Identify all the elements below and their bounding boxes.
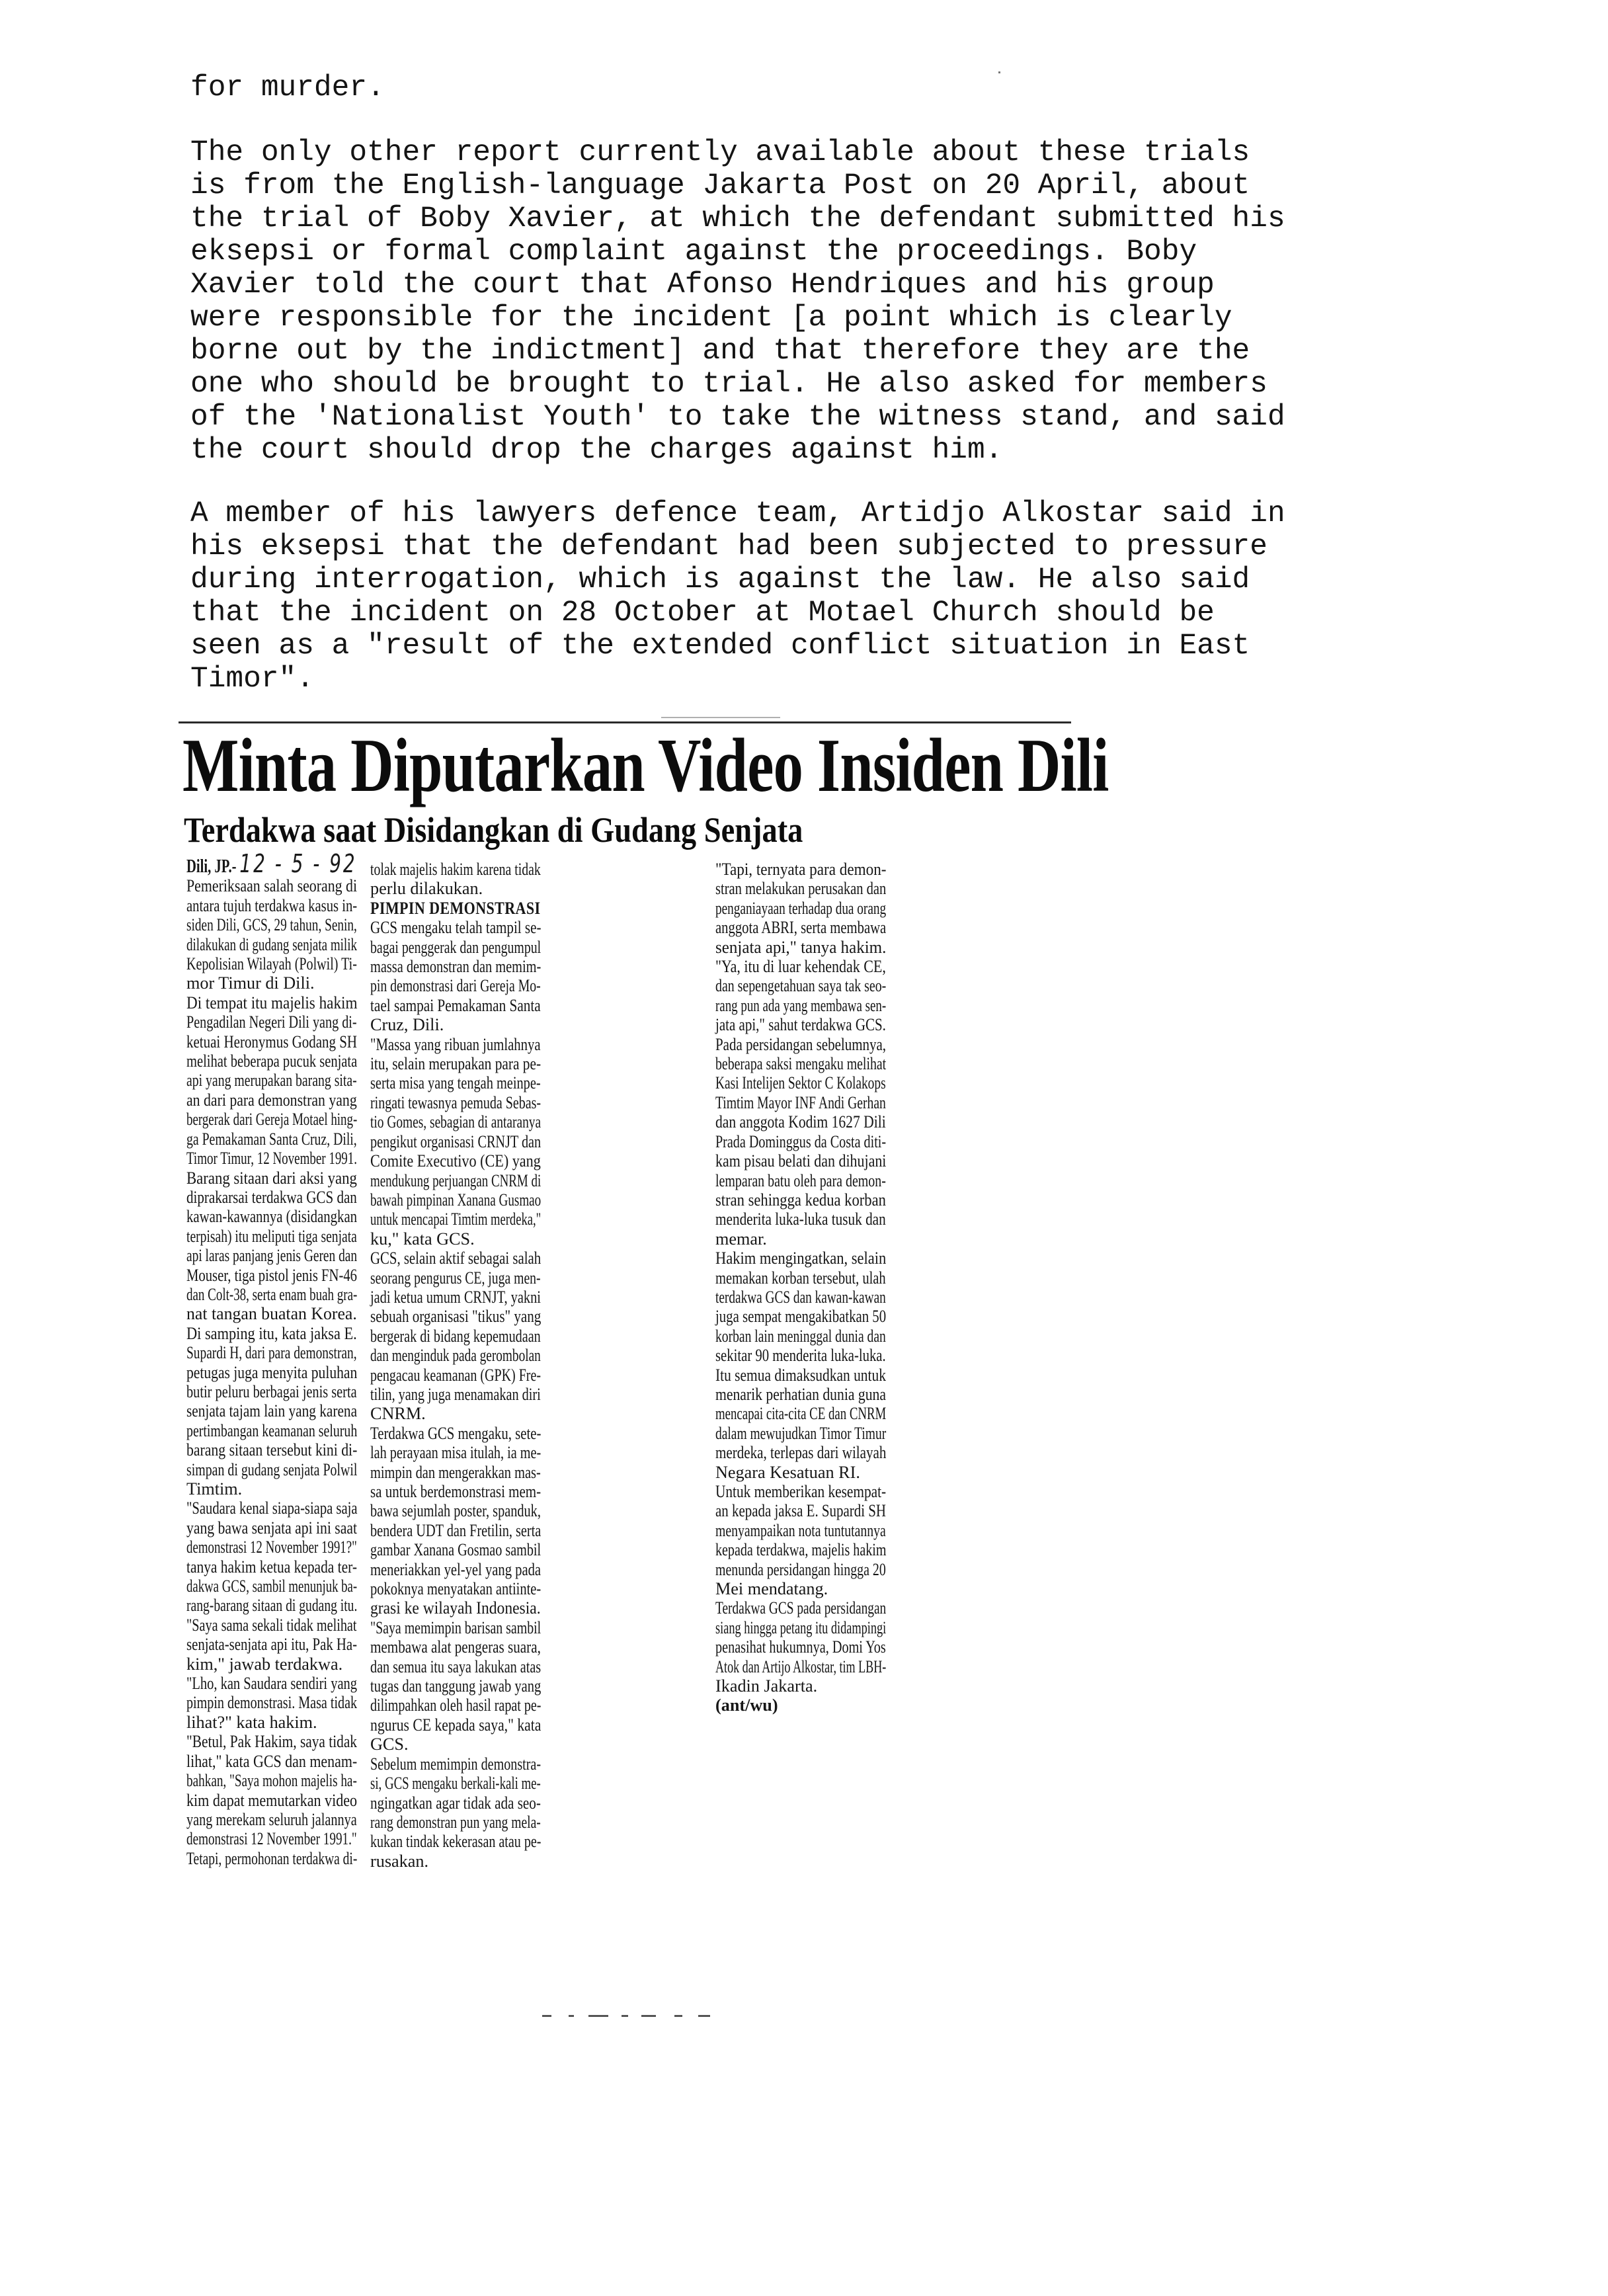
column-2-line: membawa alat pengeras suara, bbox=[370, 1637, 541, 1657]
credit-line bbox=[715, 1696, 886, 1715]
column-2-line: mimpin dan mengerakkan mas- bbox=[370, 1462, 541, 1482]
column-1-line: nat tangan buatan Korea. bbox=[186, 1304, 357, 1324]
column-3-line: Pada persidangan sebelumnya, bbox=[715, 1034, 887, 1054]
column-1-line: rang-barang sitaan di gudang itu. bbox=[186, 1596, 358, 1616]
typed-line: that the incident on 28 October at Motael Church should be bbox=[190, 596, 1215, 630]
column-3-line: menderita luka-luka tusuk dan bbox=[715, 1210, 886, 1229]
column-1-line: petugas juga menyita puluhan bbox=[186, 1362, 358, 1382]
column-1-line: tanya hakim ketua kepada ter- bbox=[186, 1557, 358, 1577]
column-3-line: memakan korban tersebut, ulah bbox=[715, 1268, 886, 1288]
typed-line: of the 'Nationalist Youth' to take the witness stand, and said bbox=[190, 401, 1285, 434]
wire-credit: (ant/wu) bbox=[715, 1696, 778, 1715]
typed-line: one who should be brought to trial. He also asked for members bbox=[190, 368, 1267, 401]
typed-line: The only other report currently available about these trials bbox=[190, 136, 1250, 169]
column-3-line: Terdakwa GCS pada persidangan bbox=[715, 1598, 887, 1618]
column-1-line: an dari para demonstran yang bbox=[186, 1090, 357, 1110]
column-2-line: grasi ke wilayah Indonesia. bbox=[370, 1598, 541, 1618]
column-2-line: "Massa yang ribuan jumlahnya bbox=[370, 1034, 541, 1054]
column-2-line: bendera UDT dan Fretilin, serta bbox=[370, 1520, 542, 1540]
column-3-line: Hakim mengingatkan, selain bbox=[715, 1249, 887, 1268]
column-2-line: GCS mengaku telah tampil se- bbox=[370, 918, 542, 938]
column-1-line: kawan-kawannya (disidangkan bbox=[186, 1207, 358, 1227]
column-1-line: melihat beberapa pucuk senjata bbox=[186, 1051, 358, 1071]
column-1-line: Pemeriksaan salah seorang di bbox=[186, 876, 358, 896]
column-1-line: api laras panjang jenis Geren dan bbox=[186, 1246, 358, 1266]
column-1-line: "Lho, kan Saudara sendiri yang bbox=[186, 1674, 358, 1694]
column-1-line: barang sitaan tersebut kini di- bbox=[186, 1440, 358, 1460]
column-2-line: pengacau keamanan (GPK) Fre- bbox=[370, 1365, 541, 1385]
column-1-line: "Saudara kenal siapa-siapa saja bbox=[186, 1498, 358, 1518]
column-2-line: ngingatkan agar tidak ada seo- bbox=[370, 1793, 541, 1813]
column-3-line: siang hingga petang itu didampingi bbox=[715, 1618, 887, 1637]
column-2-line: sebuah organisasi "tikus" yang bbox=[370, 1307, 542, 1327]
column-3-line: korban lain meninggal dunia dan bbox=[715, 1326, 886, 1346]
column-3-line: "Tapi, ternyata para demon- bbox=[715, 860, 887, 879]
typed-line: A member of his lawyers defence team, Artidjo Alkostar said in bbox=[190, 497, 1285, 530]
article-column-1 bbox=[186, 849, 358, 1868]
column-3-line: senjata api," tanya hakim. bbox=[715, 937, 887, 957]
column-3-line: merdeka, terlepas dari wilayah bbox=[715, 1443, 887, 1463]
column-1-line: simpan di gudang senjata Polwil bbox=[186, 1459, 358, 1479]
column-3-line: Itu semua dimaksudkan untuk bbox=[715, 1365, 886, 1385]
column-2-line: CNRM. bbox=[370, 1404, 426, 1424]
column-1-line: bergerak dari Gereja Motael hing- bbox=[186, 1110, 358, 1129]
column-1-line: butir peluru berbagai jenis serta bbox=[186, 1381, 357, 1401]
column-1-line: yang bawa senjata api ini saat bbox=[186, 1518, 357, 1538]
column-1-line: Mouser, tiga pistol jenis FN-46 bbox=[186, 1265, 358, 1285]
column-2-line: rang demonstran pun yang mela- bbox=[370, 1812, 541, 1832]
column-2-line: tolak majelis hakim karena tidak bbox=[370, 860, 541, 879]
typed-line: is from the English-language Jakarta Post on 20 April, about bbox=[190, 169, 1250, 202]
column-1-line: Kepolisian Wilayah (Polwil) Ti- bbox=[186, 954, 357, 974]
column-3-line: stran sehingga kedua korban bbox=[715, 1190, 886, 1210]
column-3-line: "Ya, itu di luar kehendak CE, bbox=[715, 957, 886, 977]
column-2-line: bergerak di bidang kepemudaan bbox=[370, 1326, 541, 1346]
column-2-line: tio Gomes, sebagian di antaranya bbox=[370, 1112, 542, 1132]
column-1-line: demonstrasi 12 November 1991." bbox=[186, 1829, 357, 1849]
column-3-line: an kepada jaksa E. Supardi SH bbox=[715, 1501, 887, 1521]
column-2-line: Terdakwa GCS mengaku, sete- bbox=[370, 1423, 542, 1443]
typed-paragraph-1 bbox=[190, 136, 1394, 467]
column-2-line: pin demonstrasi dari Gereja Mo- bbox=[370, 976, 541, 996]
typed-paragraph-2 bbox=[190, 497, 1394, 696]
column-2-line: ngurus CE kepada saya," kata bbox=[370, 1715, 542, 1735]
column-2-line: dan menginduk pada gerombolan bbox=[370, 1346, 541, 1366]
column-2-line: Cruz, Dili. bbox=[370, 1015, 444, 1035]
column-3-line: kepada terdakwa, majelis hakim bbox=[715, 1540, 887, 1560]
column-2-line: GCS, selain aktif sebagai salah bbox=[370, 1249, 542, 1268]
column-3-line: menarik perhatian dunia guna bbox=[715, 1384, 886, 1404]
column-2-line: seorang pengurus CE, juga men- bbox=[370, 1268, 541, 1288]
column-1-line: ga Pemakaman Santa Cruz, Dili, bbox=[186, 1129, 357, 1149]
column-1-line: "Betul, Pak Hakim, saya tidak bbox=[186, 1732, 357, 1752]
column-3-line: menunda persidangan hingga 20 bbox=[715, 1559, 886, 1579]
column-3-line: rang pun ada yang membawa sen- bbox=[715, 995, 887, 1015]
column-1-line: dilakukan di gudang senjata milik bbox=[186, 934, 358, 954]
column-2-line: tugas dan tanggung jawab yang bbox=[370, 1676, 542, 1696]
column-1-line: ketuai Heronymus Godang SH bbox=[186, 1032, 358, 1051]
handwritten-date: 12 - 5 - 92 bbox=[239, 849, 357, 878]
typed-line: Timor". bbox=[190, 663, 314, 696]
column-1-line: demonstrasi 12 November 1991?" bbox=[186, 1538, 357, 1557]
column-2-line: tilin, yang juga menamakan diri bbox=[370, 1384, 541, 1404]
typed-line: borne out by the indictment] and that therefore they are the bbox=[190, 335, 1250, 368]
column-3-line: penganiayaan terhadap dua orang bbox=[715, 898, 887, 918]
column-2-line: pokoknya menyatakan antiinte- bbox=[370, 1579, 542, 1599]
column-3-line: anggota ABRI, serta membawa bbox=[715, 918, 887, 938]
column-1-line: dakwa GCS, sambil menunjuk ba- bbox=[186, 1577, 358, 1596]
column-1-line: pimpin demonstrasi. Masa tidak bbox=[186, 1693, 358, 1713]
column-1-line: Timtim. bbox=[186, 1479, 243, 1498]
column-3-line: jata api," sahut terdakwa GCS. bbox=[715, 1015, 886, 1035]
column-3-line: sekitar 90 menderita luka-luka. bbox=[715, 1346, 886, 1366]
column-1-line: senjata-senjata api itu, Pak Ha- bbox=[186, 1635, 358, 1655]
column-2-line: kukan tindak kekerasan atau pe- bbox=[370, 1832, 542, 1852]
column-1-line: diprakarsai terdakwa GCS dan bbox=[186, 1187, 357, 1207]
column-3-line: mencapai cita-cita CE dan CNRM bbox=[715, 1404, 887, 1424]
column-1-line: lihat?" kata hakim. bbox=[186, 1712, 317, 1732]
column-3-line: Prada Dominggus da Costa diti- bbox=[715, 1131, 887, 1151]
column-1-line: mor Timur di Dili. bbox=[186, 973, 315, 993]
column-3-line: Ikadin Jakarta. bbox=[715, 1676, 818, 1696]
column-1-line: bahkan, "Saya mohon majelis ha- bbox=[186, 1771, 357, 1791]
column-3-line: beberapa saksi mengaku melihat bbox=[715, 1054, 887, 1074]
column-2-line: itu, selain merupakan para pe- bbox=[370, 1054, 542, 1074]
column-1-line: Barang sitaan dari aksi yang bbox=[186, 1168, 357, 1188]
column-1-line: antara tujuh terdakwa kasus in- bbox=[186, 895, 358, 915]
column-3-line: Timtim Mayor INF Andi Gerhan bbox=[715, 1092, 886, 1112]
column-1-line: Pengadilan Negeri Dili yang di- bbox=[186, 1012, 357, 1032]
column-2-line: bawah pimpinan Xanana Gusmao bbox=[370, 1190, 542, 1210]
clipping-subheadline: Terdakwa saat Disidangkan di Gudang Senjata bbox=[184, 810, 803, 850]
column-1-line: lihat," kata GCS dan menam- bbox=[186, 1751, 358, 1771]
column-1-line: Timor Timur, 12 November 1991. bbox=[186, 1149, 358, 1168]
column-3-line: terdakwa GCS dan kawan-kawan bbox=[715, 1287, 886, 1307]
column-3-line: kam pisau belati dan dihujani bbox=[715, 1151, 887, 1171]
column-1-line: Di samping itu, kata jaksa E. bbox=[186, 1323, 357, 1343]
column-1-line: Supardi H, dari para demonstran, bbox=[186, 1343, 357, 1363]
column-2-line: ringati tewasnya pemuda Sebas- bbox=[370, 1092, 542, 1112]
column-3-line: dan anggota Kodim 1627 Dili bbox=[715, 1112, 886, 1132]
column-2-line: untuk mencapai Timtim merdeka," bbox=[370, 1210, 542, 1229]
column-2-line: tael sampai Pemakaman Santa bbox=[370, 995, 541, 1015]
column-3-body bbox=[715, 860, 886, 1696]
column-3-line: lemparan batu oleh para demon- bbox=[715, 1170, 886, 1190]
column-1-line: yang merekam seluruh jalannya bbox=[186, 1809, 357, 1829]
typed-line: his eksepsi that the defendant had been subjected to pressure bbox=[190, 530, 1267, 563]
column-2-line: serta misa yang tengah meinpe- bbox=[370, 1073, 541, 1093]
column-2-line: perlu dilakukan. bbox=[370, 879, 483, 899]
article-column-2 bbox=[370, 860, 541, 1871]
column-2-line: gambar Xanana Gosmao sambil bbox=[370, 1540, 542, 1560]
column-2-line: GCS. bbox=[370, 1735, 409, 1754]
column-1-line: pertimbangan keamanan seluruh bbox=[186, 1420, 358, 1440]
article-column-3 bbox=[715, 860, 886, 1715]
column-3-line: Negara Kesatuan RI. bbox=[715, 1462, 860, 1482]
column-3-line: dalam mewujudkan Timor Timur bbox=[715, 1423, 887, 1443]
column-3-line: Kasi Intelijen Sektor C Kolakops bbox=[715, 1073, 886, 1093]
column-1-line: kim," jawab terdakwa. bbox=[186, 1654, 343, 1674]
column-3-line: Untuk memberikan kesempat- bbox=[715, 1482, 887, 1501]
column-1-line: Tetapi, permohonan terdakwa di- bbox=[186, 1848, 358, 1868]
typed-line: the trial of Boby Xavier, at which the defendant submitted his bbox=[190, 202, 1285, 235]
typed-line: seen as a "result of the extended conflict situation in East bbox=[190, 630, 1250, 663]
column-1-line: siden Dili, GCS, 29 tahun, Senin, bbox=[186, 915, 357, 935]
typed-line: Xavier told the court that Afonso Hendriques and his group bbox=[190, 268, 1215, 302]
column-2-line: mendukung perjuangan CNRM di bbox=[370, 1170, 542, 1190]
column-1-line: terpisah) itu meliputi tiga senjata bbox=[186, 1226, 357, 1246]
column-2-line: Comite Executivo (CE) yang bbox=[370, 1151, 541, 1171]
typed-line: during interrogation, which is against the law. He also said bbox=[190, 563, 1250, 596]
column-2-line: pengikut organisasi CRNJT dan bbox=[370, 1131, 542, 1151]
column-3-line: juga sempat mengakibatkan 50 bbox=[715, 1307, 887, 1327]
column-3-line: Mei mendatang. bbox=[715, 1579, 828, 1599]
column-2-line: dan semua itu saya lakukan atas bbox=[370, 1657, 542, 1676]
column-2-intro bbox=[370, 860, 541, 899]
typed-line: eksepsi or formal complaint against the proceedings. Boby bbox=[190, 235, 1197, 268]
column-1-line: "Saya sama sekali tidak melihat bbox=[186, 1615, 357, 1635]
clipping-bottom-edge bbox=[542, 2014, 714, 2019]
column-1-line: dan Colt-38, serta enam buah gra- bbox=[186, 1284, 358, 1304]
column-2-line: massa demonstran dan memim- bbox=[370, 957, 542, 977]
typed-line: the court should drop the charges against him. bbox=[190, 434, 1003, 467]
column-1-line: api yang merupakan barang sita- bbox=[186, 1071, 357, 1090]
column-1-line: senjata tajam lain yang karena bbox=[186, 1401, 358, 1421]
typed-continuation: for murder. bbox=[190, 71, 385, 104]
column-2-line: Sebelum memimpin demonstra- bbox=[370, 1754, 542, 1774]
column-2-line: meneriakkan yel-yel yang pada bbox=[370, 1559, 542, 1579]
column-2-line: lah perayaan misa itulah, ia me- bbox=[370, 1443, 542, 1463]
column-2-body bbox=[370, 918, 541, 1871]
section-subtitle: PIMPIN DEMONSTRASI bbox=[370, 898, 541, 918]
column-2-line: sa untuk berdemonstrasi mem- bbox=[370, 1482, 542, 1501]
clipping-headline: Minta Diputarkan Video Insiden Dili bbox=[182, 723, 1109, 808]
column-3-line: Atok dan Artijo Alkostar, tim LBH- bbox=[715, 1657, 887, 1676]
clipping-edge-faint bbox=[661, 717, 780, 718]
column-2-line: bagai penggerak dan pengumpul bbox=[370, 937, 542, 957]
column-1-line: Di tempat itu majelis hakim bbox=[186, 993, 358, 1012]
column-2-line: bawa sejumlah poster, spanduk, bbox=[370, 1501, 541, 1521]
column-3-line: memar. bbox=[715, 1229, 767, 1249]
column-2-line: rusakan. bbox=[370, 1851, 428, 1871]
column-1-body bbox=[186, 876, 357, 1868]
dateline: Dili, JP.- bbox=[186, 856, 237, 877]
column-1-line: kim dapat memutarkan video bbox=[186, 1790, 358, 1810]
column-2-line: si, GCS mengaku berkali-kali me- bbox=[370, 1774, 541, 1793]
dateline-row bbox=[186, 849, 357, 878]
column-3-line: penasihat hukumnya, Domi Yos bbox=[715, 1637, 886, 1657]
column-2-line: "Saya memimpin barisan sambil bbox=[370, 1618, 542, 1637]
column-2-line: jadi ketua umum CRNJT, yakni bbox=[370, 1287, 541, 1307]
column-2-line: ku," kata GCS. bbox=[370, 1229, 475, 1249]
column-3-line: stran melakukan perusakan dan bbox=[715, 879, 887, 899]
column-2-line: dilimpahkan oleh hasil rapat pe- bbox=[370, 1696, 542, 1715]
typed-line: were responsible for the incident [a point which is clearly bbox=[190, 302, 1232, 335]
column-3-line: menyampaikan nota tuntutannya bbox=[715, 1520, 886, 1540]
column-3-line: dan sepengetahuan saya tak seo- bbox=[715, 976, 887, 996]
